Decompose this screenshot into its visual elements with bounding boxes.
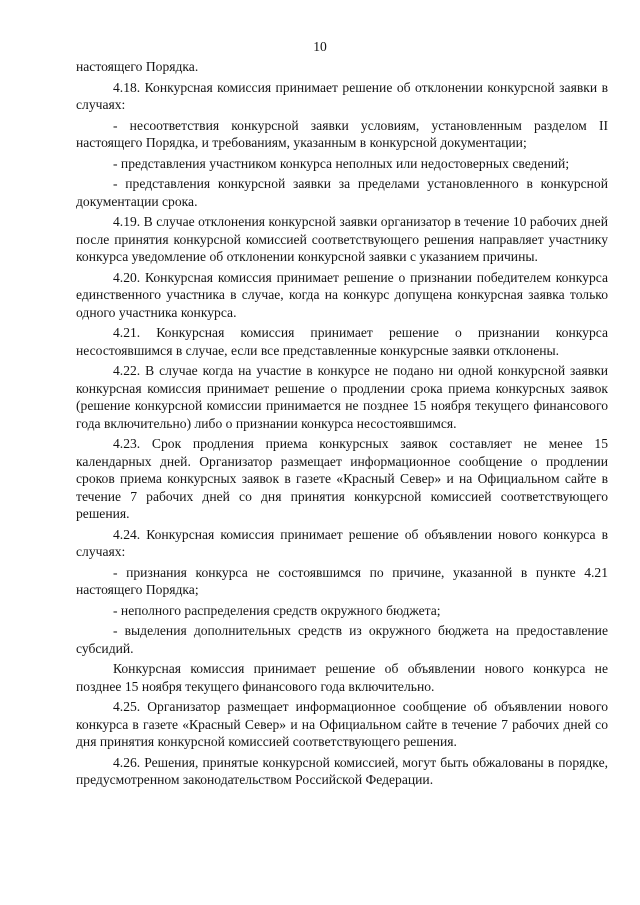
list-item: - несоответствия конкурсной заявки условиям, установленным разделом II настоящего Порядка, и требованиям, указанным в конкурсной документации; (76, 117, 608, 150)
paragraph-4-21: 4.21. Конкурсная комиссия принимает решение о признании конкурса несостоявшимся в случае, если все представленные конкурсные заявки отклонены. (76, 325, 608, 358)
list-item: - представления конкурсной заявки за пределами установленного в конкурсной документации срока. (76, 176, 608, 209)
paragraph-4-19: 4.19. В случае отклонения конкурсной заявки организатор в течение 10 рабочих дней после принятия конкурсной комиссией соответствующего решения направляет участнику конкурса уведомление об отклонении конкурсной заявки с указанием причины. (76, 214, 608, 264)
document-body (76, 58, 608, 792)
paragraph-4-24: 4.24. Конкурсная комиссия принимает решение об объявлении нового конкурса в случаях: (76, 526, 608, 559)
paragraph-continuation: настоящего Порядка. (76, 59, 199, 74)
list-item: - неполного распределения средств окружного бюджета; (113, 602, 441, 618)
paragraph-4-25: 4.25. Организатор размещает информационное сообщение об объявлении нового конкурса в газете «Красный Север» и на Официальном сайте в течение 7 рабочих дней со дня принятия конкурсной комиссией соответствующего решения. (76, 699, 608, 749)
list-item: - представления участником конкурса неполных или недостоверных сведений; (113, 155, 570, 171)
paragraph-4-20: 4.20. Конкурсная комиссия принимает решение о признании победителем конкурса единственного участника в случае, когда на конкурс допущена конкурсная заявка только одного участника конкурса. (76, 269, 608, 320)
paragraph-4-26: 4.26. Решения, принятые конкурсной комиссией, могут быть обжалованы в порядке, предусмотренном законодательством Российской Федерации. (76, 754, 608, 787)
page-number: 10 (313, 39, 327, 54)
paragraph-new-contest-deadline: Конкурсная комиссия принимает решение об объявлении нового конкурса не позднее 15 ноября текущего финансового года включительно. (76, 661, 608, 694)
list-item: - признания конкурса не состоявшимся по причине, указанной в пункте 4.21 настоящего Порядка; (76, 564, 608, 597)
paragraph-4-22: 4.22. В случае когда на участие в конкурсе не подано ни одной конкурсной заявки конкурсная комиссия принимает решение о продлении срока приема конкурсных заявок (решение конкурсной комиссии принимается не позднее 15 ноября текущего финансового года включительно) либо о признании конкурса несостоявшимся. (76, 363, 608, 431)
paragraph-4-23: 4.23. Срок продления приема конкурсных заявок составляет не менее 15 календарных дней. Организатор размещает информационное сообщение о продлении сроков приема конкурсных заявок в газете «Красный Север» и на Официальном сайте в течение 7 рабочих дней со дня принятия конкурсной комиссией соответствующего решения. (76, 436, 608, 521)
list-item: - выделения дополнительных средств из окружного бюджета на предоставление субсидий. (76, 623, 608, 656)
paragraph-4-18: 4.18. Конкурсная комиссия принимает решение об отклонении конкурсной заявки в случаях: (76, 79, 608, 112)
